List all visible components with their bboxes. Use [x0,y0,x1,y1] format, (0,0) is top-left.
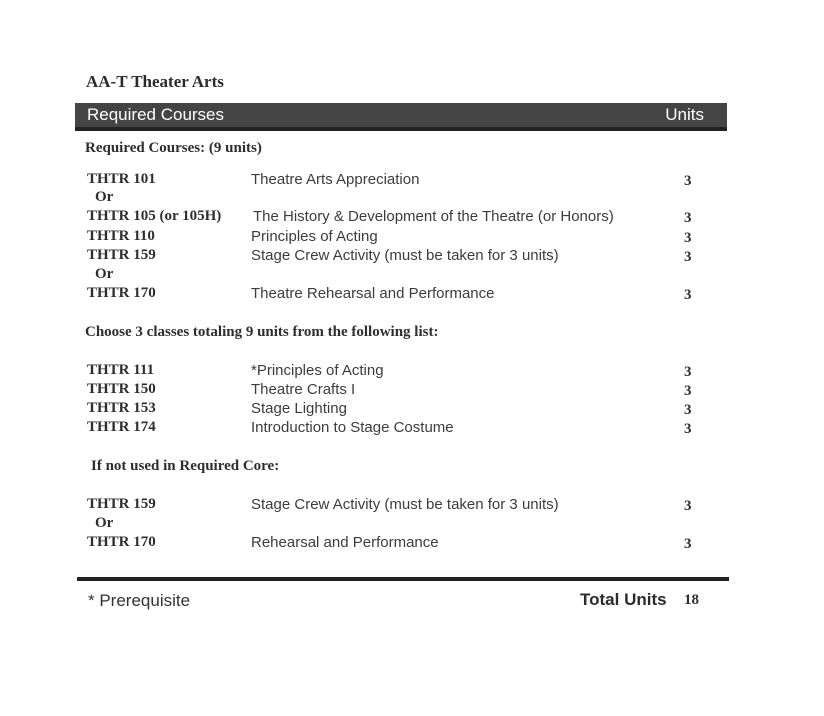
or-row [0,266,824,286]
header-units: Units [665,105,704,124]
section-label-required: Required Courses: (9 units) [85,140,262,156]
section-label-not-used: If not used in Required Core: [91,458,280,474]
course-code: THTR 159 [87,247,156,263]
course-title: The History & Development of the Theatre (or Honors) [253,208,614,225]
course-units: 3 [684,249,692,265]
or-row [0,515,824,535]
table-row [0,381,824,401]
total-units-label: Total Units [580,590,667,609]
course-units: 3 [684,230,692,246]
course-code: THTR 101 [87,171,156,187]
table-row [0,362,824,382]
total-units-value: 18 [684,592,699,608]
course-title: Theatre Crafts I [251,381,356,398]
course-units: 3 [684,421,692,437]
table-row [0,285,824,305]
course-code: THTR 150 [87,381,156,397]
prerequisite-footnote: * Prerequisite [88,591,191,610]
course-code: THTR 105 (or 105H) [87,208,222,224]
or-label: Or [95,515,114,531]
course-code: THTR 110 [87,228,155,244]
table-row [0,247,824,267]
table-row [0,228,824,248]
footer-rule [77,577,729,581]
table-row [0,400,824,420]
course-title: Introduction to Stage Costume [251,419,454,436]
course-units: 3 [684,402,692,418]
course-code: THTR 170 [87,534,156,550]
course-units: 3 [684,383,692,399]
course-units: 3 [684,173,692,189]
course-title: Rehearsal and Performance [251,534,439,551]
page-title: AA-T Theater Arts [86,72,224,91]
course-title: Stage Crew Activity (must be taken for 3 units) [251,247,559,264]
course-units: 3 [684,498,692,514]
course-title: Principles of Acting [251,228,378,245]
course-title: Theatre Rehearsal and Performance [251,285,495,302]
table-row [0,419,824,439]
or-label: Or [95,266,114,282]
table-row [0,208,824,228]
table-header-bar [75,103,727,131]
course-title: Theatre Arts Appreciation [251,171,420,188]
header-required-courses: Required Courses [87,105,225,124]
table-row [0,171,824,191]
course-title: Stage Lighting [251,400,347,417]
section-label-choose: Choose 3 classes totaling 9 units from the following list: [85,324,439,340]
course-title: *Principles of Acting [251,362,384,379]
course-units: 3 [684,536,692,552]
course-units: 3 [684,364,692,380]
course-code: THTR 111 [87,362,155,378]
table-row [0,496,824,516]
course-code: THTR 159 [87,496,156,512]
table-row [0,534,824,554]
course-units: 3 [684,287,692,303]
or-label: Or [95,189,114,205]
course-code: THTR 153 [87,400,156,416]
course-units: 3 [684,210,692,226]
course-code: THTR 170 [87,285,156,301]
course-code: THTR 174 [87,419,156,435]
course-title: Stage Crew Activity (must be taken for 3 units) [251,496,559,513]
or-row [0,189,824,209]
